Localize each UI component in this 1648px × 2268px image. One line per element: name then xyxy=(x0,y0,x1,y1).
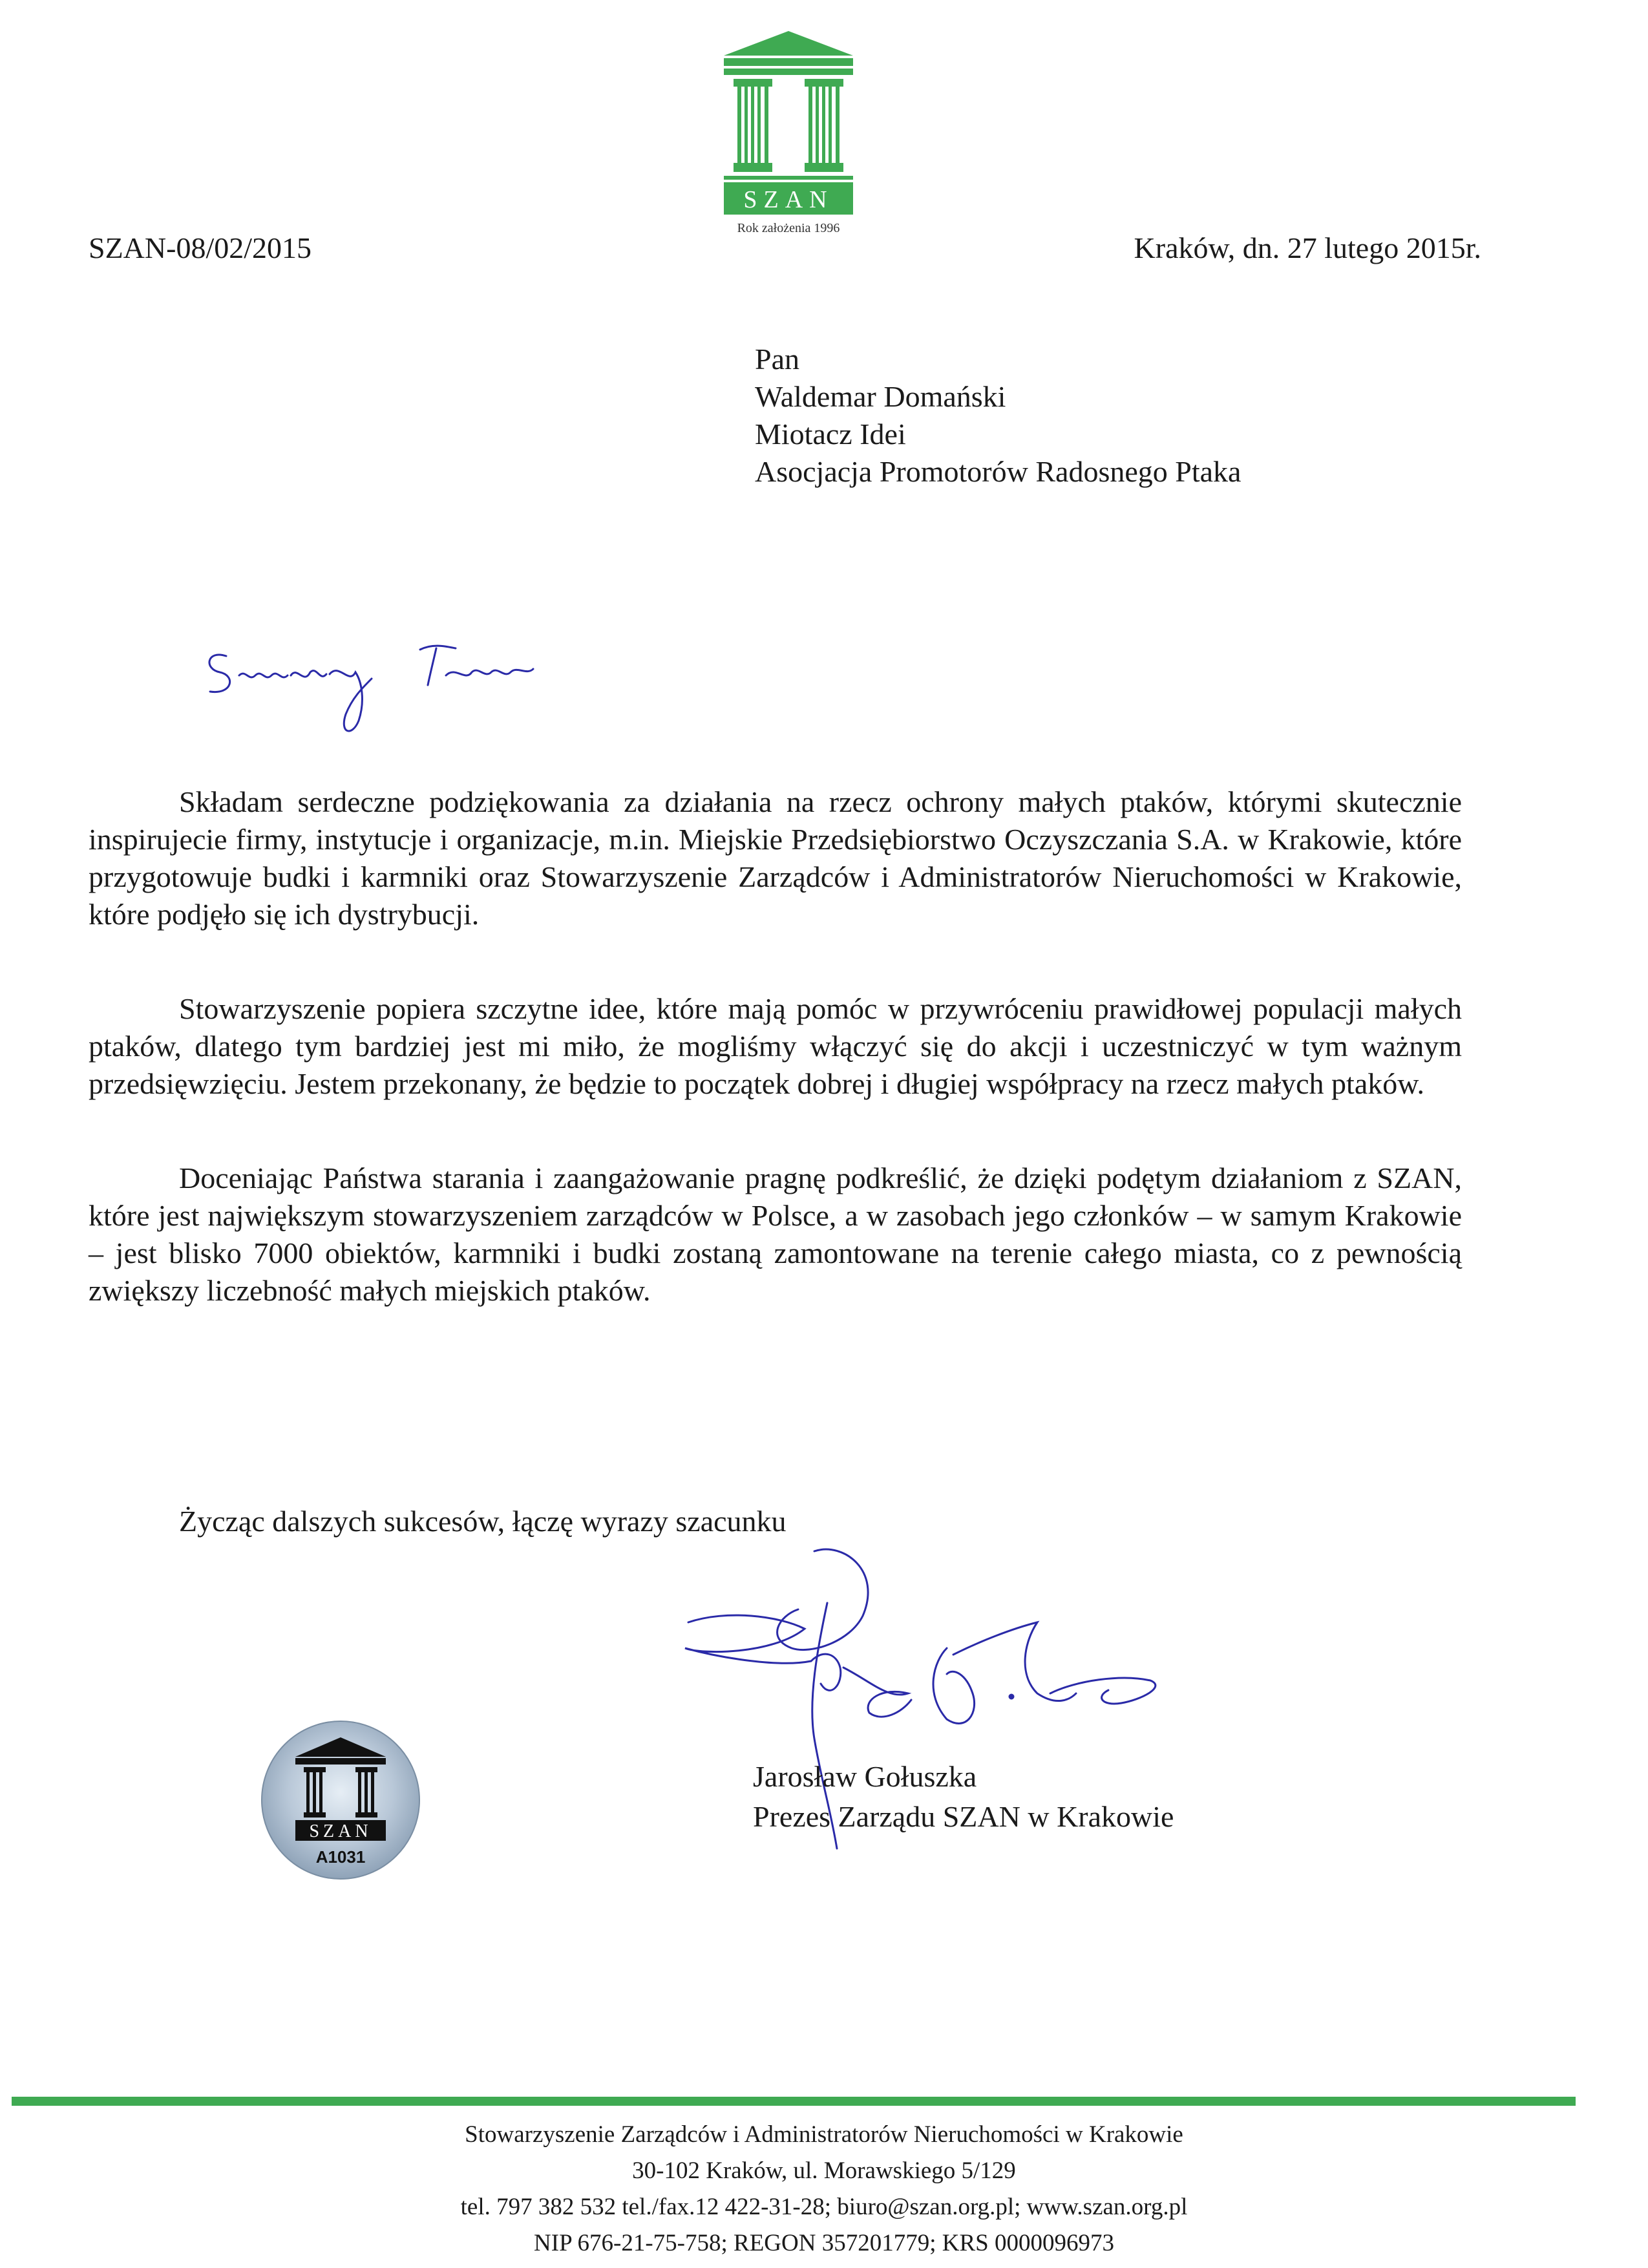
szan-logo xyxy=(708,28,869,242)
body-paragraph: Składam serdeczne podziękowania za działania na rzecz ochrony małych ptaków, którymi skutecznie inspirujecie firmy, instytucje i organizacje, m.in. Miejskie Przedsiębiorstwo Oczyszczania S.A. w Krakowie, które przygotowuje budki i karmniki oraz Stowarzyszenie Zarządców i Administratorów Nieruchomości w Krakowie, które podjęło się ich dystrybucji. xyxy=(89,785,1462,931)
reference-number: SZAN-08/02/2015 xyxy=(89,231,312,264)
footer-contact: tel. 797 382 532 tel./fax.12 422-31-28; biuro@szan.org.pl; www.szan.org.pl xyxy=(460,2194,1188,2220)
footer-organization: Stowarzyszenie Zarządców i Administratorów Nieruchomości w Krakowie xyxy=(465,2121,1183,2148)
footer-divider xyxy=(12,2097,1576,2106)
logo-text: SZAN xyxy=(743,186,834,213)
letter-date: Kraków, dn. 27 lutego 2015r. xyxy=(1134,231,1481,264)
body-paragraph: Doceniając Państwa starania i zaangażowanie pragnę podkreślić, że dzięki podętym działaniom z SZAN, które jest największym stowarzyszeniem zarządców w Polsce, a w zasobach jego członków – w samym Krakowie – jest blisko 7000 obiektów, karmniki i budki zostaną zamontowane na terenie całego miasta, co z pewnością zwiększy liczebność małych miejskich ptaków. xyxy=(89,1161,1462,1307)
footer xyxy=(0,2117,1648,2262)
footer-registration: NIP 676-21-75-758; REGON 357201779; KRS 0000096973 xyxy=(534,2230,1114,2256)
recipient-name: Waldemar Domański xyxy=(755,380,1006,413)
signer-block xyxy=(753,1757,1174,1837)
recipient-organization: Asocjacja Promotorów Radosnego Ptaka xyxy=(755,455,1241,488)
recipient-address xyxy=(755,341,1241,491)
hologram-seal xyxy=(260,1719,421,1881)
footer-address: 30-102 Kraków, ul. Morawskiego 5/129 xyxy=(632,2157,1016,2184)
signer-title: Prezes Zarządu SZAN w Krakowie xyxy=(753,1800,1174,1833)
body-paragraph: Stowarzyszenie popiera szczytne idee, które mają pomóc w przywróceniu prawidłowej populacji małych ptaków, dlatego tym bardziej jest mi miło, że mogliśmy włączyć się do akcji i uczestniczyć w tym ważnym przedsięwzięciu. Jestem przekonany, że będzie to początek dobrej i długiej współpracy na rzecz małych ptaków. xyxy=(89,992,1462,1100)
signer-name: Jarosław Gołuszka xyxy=(753,1760,977,1793)
handwritten-salutation xyxy=(200,637,582,753)
recipient-line: Miotacz Idei xyxy=(755,418,906,450)
recipient-line: Pan xyxy=(755,343,799,376)
closing-line: Życząc dalszych sukcesów, łączę wyrazy szacunku xyxy=(179,1505,787,1538)
logo-caption: Rok założenia 1996 xyxy=(737,221,840,235)
seal-text: SZAN xyxy=(309,1821,372,1841)
seal-number: A1031 xyxy=(315,1847,366,1867)
letter-body xyxy=(89,783,1462,1366)
